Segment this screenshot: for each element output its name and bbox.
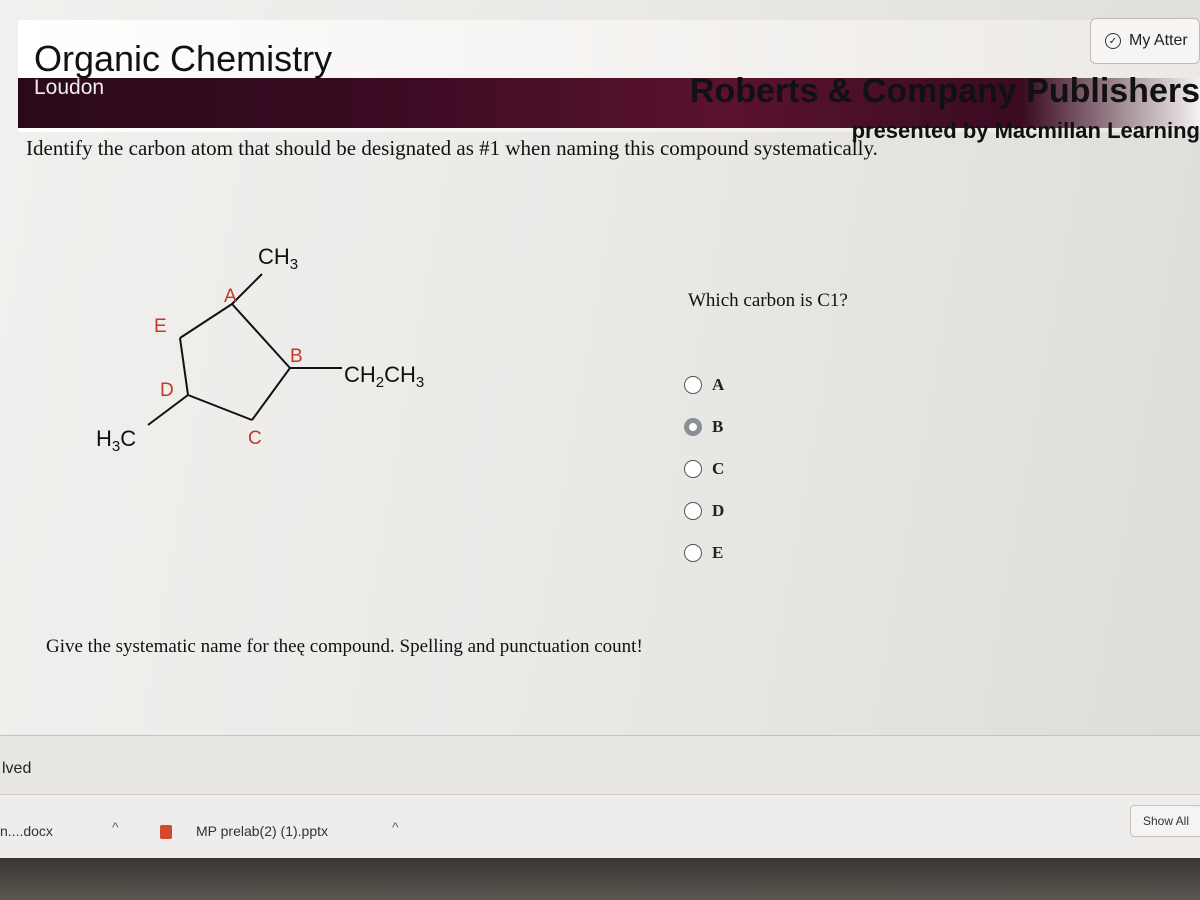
answer-options (684, 364, 724, 574)
radio-c[interactable] (684, 460, 702, 478)
radio-b-selected[interactable] (684, 418, 702, 436)
option-a[interactable] (684, 364, 724, 406)
option-d[interactable] (684, 490, 724, 532)
publisher-name: Roberts & Company Publishers (689, 72, 1200, 110)
radio-e[interactable] (684, 544, 702, 562)
show-all-button[interactable]: Show All (1130, 805, 1200, 837)
bond-e-a (180, 304, 232, 338)
check-circle-icon: ✓ (1105, 33, 1121, 49)
chevron-up-icon[interactable]: ^ (392, 819, 399, 835)
carbon-label-c: C (248, 428, 262, 449)
bond-a-b (232, 304, 290, 368)
option-label: A (712, 375, 725, 394)
bond-d-e (180, 338, 188, 395)
option-e[interactable] (684, 532, 724, 574)
content-footer (0, 735, 1200, 794)
carbon-label-a: A (224, 286, 237, 307)
chemical-structure (80, 230, 520, 490)
book-author: Loudon (34, 76, 105, 99)
chevron-up-icon[interactable]: ^ (112, 819, 119, 835)
header-banner (18, 20, 1200, 143)
bond-c-d (188, 395, 252, 420)
taskbar (0, 858, 1200, 900)
presented-by: presented by Macmillan Learning (851, 118, 1200, 143)
option-label: B (712, 417, 724, 436)
my-attempts-button[interactable] (1090, 18, 1200, 64)
my-attempts-label: My Atter (1129, 32, 1188, 49)
solved-status: lved (2, 760, 32, 777)
radio-a[interactable] (684, 376, 702, 394)
option-label: E (712, 543, 724, 562)
question-prompt: Identify the carbon atom that should be designated as #1 when naming this compound systematically. (26, 136, 878, 160)
option-label: C (712, 459, 725, 478)
ch3-top-label: $CH_3$ (258, 244, 299, 273)
h3c-label: $H_3C$ (96, 426, 137, 455)
download-item-pptx[interactable]: MP prelab(2) (1).pptx (196, 823, 329, 839)
option-label: D (712, 501, 725, 520)
downloads-bar (0, 794, 1200, 859)
carbon-label-d: D (160, 380, 174, 401)
pptx-file-icon (160, 825, 172, 839)
radio-d[interactable] (684, 502, 702, 520)
option-c[interactable] (684, 448, 724, 490)
option-b[interactable] (684, 406, 724, 448)
download-item-docx[interactable]: n....docx (0, 823, 53, 839)
bond-b-c (252, 368, 290, 420)
carbon-label-e: E (154, 316, 167, 337)
ch2ch3-label: $CH_2CH_3$ (344, 362, 425, 391)
carbon-label-b: B (290, 346, 303, 367)
second-prompt: Give the systematic name for theę compound. Spelling and punctuation count! (46, 636, 643, 657)
sub-prompt: Which carbon is C1? (688, 290, 848, 311)
book-title: Organic Chemistry (34, 38, 333, 79)
